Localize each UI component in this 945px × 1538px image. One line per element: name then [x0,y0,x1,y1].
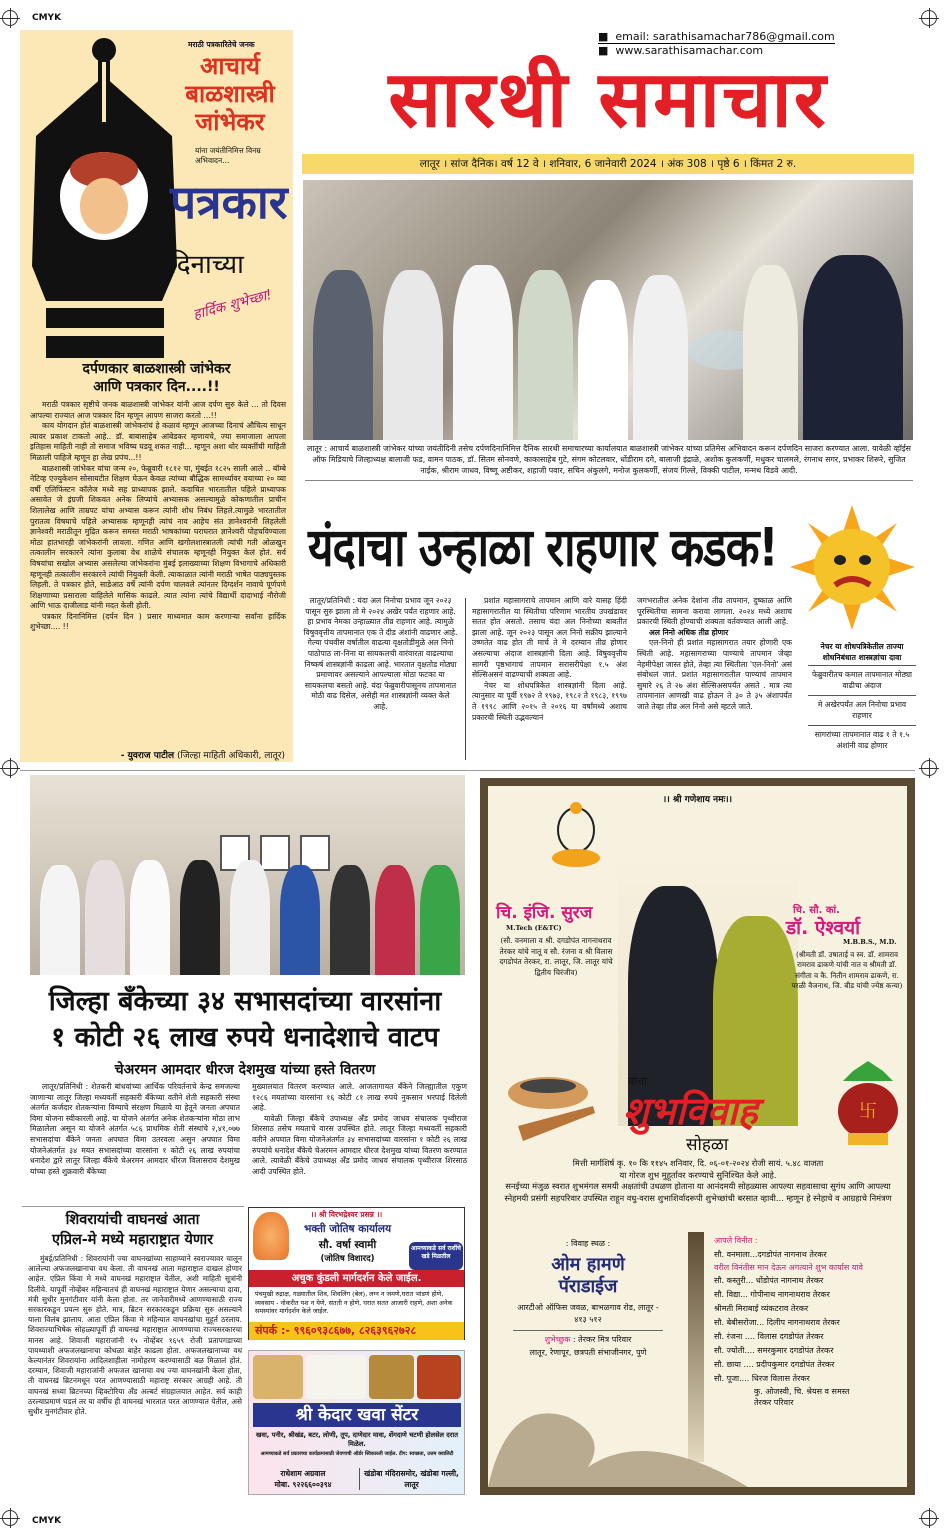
invocation: ।। श्री गणेशाय नमः।। [662,795,733,805]
wedding-details: मित्ती मार्गशिर्ष कृ. १० कि ११४५ शनिवार, दि. ०६-०१-२०२४ रोजी सायं. ५.४८ वाजता या गोरज शुभ मुहूर्तावर करण्याचे सुनिश्चित केले आहे. सनईच्या मंजुळ स्वरात शुभमंगल समयी अक्षतांची उधळण होताना या आनंदमयी सोहळ्यास आपल्या सहवासाचा सुगंध आणि आपल्या स्नेहमयी प्रसंगी सहपरिवार उपस्थित राहून वधु-वरास शुभाशिर्वादरूपी शुभेच्छांची बरसात व्हावी... म्हणून हे स्नेहाचे व आग्रहाचे निमंत्रण [504,1158,892,1203]
dateline: लातूर । सांज दैनिक। वर्ष 12 वे । शनिवार, 6 जानेवारी 2024 । अंक 308 । पृष्ठे 6 । किंमत 2 रु. [302,154,914,174]
tribute-column [20,30,293,762]
shubhechha-text: हार्दिक शुभेच्छा! [191,286,274,324]
wedding-invitation-ad: ।। श्री गणेशाय नमः।। चि. इंजि. सुरज M.Tech (E&TC) (सौ. वनमाला व श्री. दगडोपंत नागनाथराव तेरकर यांचे नातू व सौ. रंजना व श्री विलास दगडोपंत तेरकर, रा. लातूर, जि. लातूर यांचे द्वितीय चिरंजीव) चि. सौ. कां. डॉ. ऐश्वर्या M.B.B.S., M.D. (श्रीमती डॉ. उषाताई व स्व. डॉ. शामराव रामराव ढाकणे यांची नात व श्रीमती डॉ. संगीता व कै. नितीन शामराव ढाकणे, रा. परळी वैजनाथ, जि. बीड यांची ज्येष्ठ कन्या) 卐 यांचा शुभविवाह सोहळा मित्ती मार्गशिर्ष कृ. १० कि ११४५ शनिवार, दि. ०६-०१-२०२४ रोजी सायं. ५.४८ वाजता या गोरज शुभ मुहूर्तावर करण्याचे सुनिश्चित केले आहे. सनईच्या मंजुळ स्वरात शुभमंगल समयी अक्षतांची उधळण होताना या आनंदमयी सोहळ्यास आपल्या सहवासाचा सुगंध आणि आपल्या स्नेहमयी प्रसंगी सहपरिवार उपस्थित राहून वधु-वरास शुभाशिर्वादरूपी शुभेच्छांची बरसात व्हावी... म्हणून हे स्नेहाचे व आग्रहाचे निमंत्रण : विवाह स्थळ : ओम हामणे पॅराडाईज आरटीओ ऑफिस जवळ, बाभळगाव रोड, लातूर - ४१३ ५१२ शुभेच्छुक : तेरकर मित्र परिवार लातूर, रेणापूर, छत्रपती संभाजीनगर, पुणे आपले विनीत : सौ. वनमाला...दगडोपंत नागनाथ तेरकर वरील विनंतीस मान देऊन अगत्याने शुभ कार्यास यावे सौ. कस्तुरी... धोंडोपंत नागनाथ तेरकर सौ. विद्या... गोपीनाथ नागनाथराव तेरकर श्रीमती मिराबाई व्यंकटराव तेरकर सौ. बेबीसरोजा... दिलीप नागनाथराव तेरकर सौ. रंजना .... विलास दगडोपंत तेरकर सौ. ज्योती.... समरकुमार दगडोपंत तेरकर सौ. छाया .... प्रदीपकुमार दगडोपंत तेरकर सौ. पूजा.... धिरज विलास तेरकर कु. ओजस्वी, चि. श्रेयस व समस्त तेरकर परिवार [480,778,915,1495]
author-name: - युवराज पाटील [120,751,175,761]
floral-ornament [488,1357,748,1487]
registration-mark [921,1510,937,1526]
astrology-ad: ।। श्री विरभद्रेश्वर प्रसन्न ।। भक्ती जोतिष कार्यालय सौ. वर्षा स्वामी (जोतिष विशारद) आमच्याकडे सर्व राशींचे खडे मिळतील अचुक कुंडली मार्गदर्शन केले जाईल. पंचमुखी रुद्राक्ष, गळ्यातील शिव, शिवलिंग (बेल), लग्न न जमणे,घरात भांडणं होणे, व्यवसाय - नोकरीत यश न येणे, संतती न होणे, घरात सतत आजारी राहणे, अशा अनेक समस्यांवर मार्गदर्शन केले जाईल. संपर्क :- ९९६०९३८६७७, ८२६३९६२७२८ [248,1207,465,1340]
bride-name: डॉ. ऐश्वर्या [786,917,861,939]
newspaper-title: सारथी समाचार [388,55,828,145]
dinachya-text: दिनाच्या [170,250,244,280]
email[interactable]: email: sarathisamachar786@gmail.com [615,30,835,43]
dairy-ad: श्री केदार खवा सेंटर खवा, पनीर, श्रीखंड, बटर, लोणी, तूप, दाणेदार मावा, शेंगदाणे चटणी होलसेल दरात मिळेल. आमच्याकडे सर्व प्रकारच्या कार्यक्रमासाठी जेवणाची ऑर्डर स्विकारली जाईल. टीप: स्वच्छता, उत्तम क्वालिटी राधेशाम अग्रवाल मोबा. ९२२६६००३९४ खंडोबा मंदिरासमोर, खंडोबा गल्ली, लातूर [248,1350,465,1495]
article-column: लातूर/प्रतिनिधी : शेतकरी बांधवांच्या आर्थिक परिवर्तनाचे केन्द्र समजल्या जाणाऱ्या लातूर जिल्हा मध्यवर्ती सहकारी बँकेच्या वतीने शेती सहकारी संस्था अंतर्गत कर्जदार शेतकऱ्यांना विम्याचे संरक्षण मिळावे या हेतूने जनता अपघात विमा योजना स्वीकारली आहे. या योजने अंतर्गत अनेक शेतकऱ्यांना मोठा लाभ मिळालेला असून या योजने अंतर्गत ५८६ प्राथमिक शेती संस्थांचे २,४१,०७७ सभासदांचा बँकेने जनता अपघात विमा उतरवला असुन अपघात विमा योजनेअंतर्गत ३४ मयत सभासदांच्या वारसांना १ कोटी २६ लाख रुपयांचा धनादेश द्वारे लातूर जिल्हा बँकेचे चेअरमन आमदार धीरज विलासराव देशमुख यांच्या हस्ते शुक्रवारी बँकेच्या [30,1082,240,1176]
contact-numbers: संपर्क :- ९९६०९३८६७७, ८२६३९६२७२८ [249,1322,464,1340]
tribute-greeting: यांना जयंतीनिमित्त विनम्र अभिवादन... [195,146,261,165]
venue-name: पॅराडाईज [558,1276,618,1297]
sun-icon [790,505,915,630]
headline: यंदाचा उन्हाळा राहणार कडक! [308,517,778,579]
ganesha-icon [253,1212,289,1260]
article-column: जगभरातील अनेक देशांना तीव्र तापमान, दुष्काळ आणि पूरस्थितीचा सामना करावा लागला. २०२४ मध्ये अशाच प्रकारची स्थिती होण्याची शक्यता वर्तवण्यात आली आहे. अल निनो अधिक तीव्र होणार एल-निनो ही प्रशांत महासागरात तयार होणारी एक स्थिती आहे. महासागराच्या पाण्याचे तापमान जेव्हा नेहमीपेक्षा जास्त होते, तेव्हा त्या स्थितीला 'एल-निनो' असं संबोधलं जातं. प्रशांत महासागरातील पाण्याचं तापमान सुमारे २६ ते २७ अंश सेल्सिअसपर्यंत असते . मात्र त्या तापमानात आणखी वाढ होऊन ते ३० ते ३५ अंशापर्यंत जाते तेव्हा तीव्र अल निनो असे म्हटले जाते. [637,596,792,711]
svg-text:卐: 卐 [859,1101,877,1122]
headline: जिल्हा बँकेच्या ३४ सभासदांच्या वारसांना [48,986,442,1017]
registration-mark [2,1510,18,1526]
highlights: नेचर या शोधपत्रिकेतील ताज्या शोधनिबंधात शास्त्रज्ञांचा दावा फेब्रुवारीतच कमाल तापमानात मोठ्या वाढीचा अंदाज मे अखेरपर्यंत अल निनोचा प्रभाव राहणार सागरांच्या तापमानात वाढ १ ते १.५ अंशांनी वाढ होणार [808,640,916,755]
author-role: (जिल्हा माहिती अधिकारी, लातूर) [177,751,285,761]
article-title: आणि पत्रकार दिन....!! [93,379,220,395]
groom-name: चि. इंजि. सुरज [496,903,593,923]
tribute-name: आचार्य [200,52,260,80]
event-photo [303,180,913,440]
article-body: मराठी पत्रकार सृष्टीचे जनक बाळशास्त्री जांभेकर यांनी आज दर्पण सुरु केले ... तो दिवस आपल्या राज्यात आज पत्रकार दिन म्हणून आपण साजरा करतो ...!! काय योगदान होतं बाळशास्त्री जांभेकरांचं हे कळावं म्हणून आजच्या दिनाचं औचित्य साधून त्यावर प्रकाश टाकतो आहे.. डॉ. बाबासाहेब आंबेडकर म्हणायचे, ज्या समाजाला आपला इतिहास माहिती नाही तो समाज भविष्य घडवू शकत नाही... म्हणून अशा थोर व्यक्तींची माहिती मिळाली पाहिजे म्हणून हा लेख प्रपंच...!! बाळशास्त्री जांभेकर यांचा जन्म २०, फेब्रुवारी १८१२ चा, मुंबईत १८२५ साली आले .. बॉम्बे नेटिव्ह एज्युकेशन सोसायटीत शिक्षण घेऊन केवळ त्यांच्या बौद्धिक सामर्थ्यावर वयाच्या २० व्या वर्षी एलिफिंस्टन कॉलेज मध्ये सह प्राध्यापक झाले. कदाचित भारतातील पहिले प्राध्यापक असावेत जे इंग्रजी शिकवत अनेक लिप्यांचे अभ्यासक असल्यामुळे कोकणातील प्राचीन शिलालेख आणि ताम्रपट यांचा अभ्यास करून त्यांनी शोध निबंध लिहले.त्यामुळे भारतातील पुरातत्व विषयाचे पहिले अभ्यासक म्हणूनही त्यांचं नाव आहेच संत ज्ञानेश्वरांनी लिहलेली ज्ञानेश्वरी मराठीतून मुद्रित करून समस्त मराठी भाषकांच्या घराघरात ज्ञानेश्वरी पोहचविण्याला मोठा हातभारही जांभेकरांनी लावला. गणित आणि खगोलशास्त्रातली त्यांची गती ओळखुन तत्कालीन सरकारने त्यांना कुलाबा वेध शाळेचे संचालक म्हणूनही नियुक्त केलं होतं. सर्व विषयांचा सखोल अभ्यास असलेल्या जांभेकरांना मुंबई इलाख्याच्या शिक्षण विभागाचे अधिकारी म्हणूनही तत्कालीन सरकारने त्यांची नियुक्ती केली. त्याकाळात त्यांनी मराठी भाषेत पाठ्यपुस्तक लिहली. ते पत्रकार होते, साडेआठ वर्षे त्यांनी दर्पण चालवले त्यांनतर दिग्दर्शन नावाचे पूर्णपणे शिक्षणाच्या प्रसाराला वाहिलेले मासिक काढले. त्यात त्यांना त्यांचे विद्यार्थी दादाभाई नौरोजी आणि भाऊ दाजीलाड यांनी मदत केली होती. पत्रकार दिनानिमित्त (दर्पन दिन ) प्रसार माध्यमात काम करणाऱ्या सर्वांना हार्दिक शुभेच्छा.... !! [30,400,286,632]
bank-event-photo [30,775,465,975]
registration-mark [2,10,18,26]
registration-mark [2,760,18,776]
tribute-kicker: मराठी पत्रकारितेचे जनक [188,40,255,49]
tribute-name: जांभेकर [195,108,265,136]
vinit-list: आपले विनीत : सौ. वनमाला...दगडोपंत नागनाथ तेरकर वरील विनंतीस मान देऊन अगत्याने शुभ कार्यास यावे सौ. कस्तुरी... धोंडोपंत नागनाथ तेरकर सौ. विद्या... गोपीनाथ नागनाथराव तेरकर श्रीमती मिराबाई व्यंकटराव तेरकर सौ. बेबीसरोजा... दिलीप नागनाथराव तेरकर सौ. रंजना .... विलास दगडोपंत तेरकर सौ. ज्योती.... समरकुमार दगडोपंत तेरकर सौ. छाया .... प्रदीपकुमार दगडोपंत तेरकर सौ. पूजा.... धिरज विलास तेरकर कु. ओजस्वी, चि. श्रेयस व समस्त तेरकर परिवार [714,1236,863,1407]
tribute-name: बाळशास्त्री [185,80,275,108]
article-title: शिवरायांची वाघनखं आता [65,1212,200,1228]
kalash-icon [833,1061,903,1151]
article-column: मुख्यालयात वितरण करण्यात आले. आजतागायत बँकेने जिल्ह्यातील एकुण १२८६ मयतांच्या वारसांना १६ कोटी ८१ लाख रुपये नुकसान भरपाई दिलेली आहे. यावेळी जिल्हा बँकेचे उपाध्यक्ष अँड प्रमोद जाधव संचालक पृथ्वीराज शिरसाठ तसेच मयताचे वारस उपस्थित होते. लातूर जिल्हा मध्यवर्ती सहकारी वतीने अपघात विमा योजनेअंतर्गत ३४ सभासदांच्या वारसांना १ कोटी २६ लाख रुपयांचे धनादेश बँकेचे चेअरमन आमदार धीरज देशमुख यांच्या वितरण करण्यात आले. त्यावेळी बँकेचे उपाध्यक्ष अँड प्रमोद जाधव संचालक पृथ्वीराज शिरसाठ आदी उपस्थित होते. [252,1082,467,1176]
subheadline: चेअरमन आमदार धीरज देशमुख यांच्या हस्ते वितरण [114,1062,376,1078]
drum-icon [503,1071,603,1151]
ganesha-icon [546,800,606,870]
photo-caption: लातूर : आचार्य बाळशास्त्री जांभेकर यांच्या जयंतीदिनी तसेच दर्पणदिनानिमित्त दैनिक सारथी समाचारच्या कार्यालयात बाळशास्त्री जांभेकर यांच्या प्रतिमेस अभिवादन करून दर्पणदिन साजरा करण्यात आला. यावेळी व्हॉईस ऑफ मिडियाचे जिल्हाध्यक्ष बालाजी फड, वामन पाठक, डॉ. सितम सोनवणे, काकासाहेब गुटे, संगम कोटलवार, धोंडीराम दगे, बालाजी इंद्राळे, अशोक कुलकर्णी, मधुकर चालमले, रंगनाथ सगर, प्रभाकर शिरूरे, सुजित नाईक, श्रीराम जाधव, विष्णू अष्टीकर, शहाजी पवार, सचिन अंकुलगे, मनोज कुलकर्णी, संजय गिल्ले, विक्की पाटील, मन्मथ विडवे आदी. [305,444,913,481]
article-body: मुंबई/प्रतिनिधी : शिवरायांनी ज्या वाघनखांच्या साहाय्याने स्वराज्यावर चालून आलेल्या अफजलखानाचा वध केला. ती वाघनखं आता महाराष्ट्रात दाखल होणार आहेत. एप्रिल किंवा मे मध्ये वाघनखं महाराष्ट्रात येतील, अशी माहिती सूत्रांनी दिलीये. यापूर्वी नोव्हेंबर महिन्यातचं ही वाघनखं महाराष्ट्रात येणार असल्याचा दावा, मंत्री सुधीर मुनगंटीवार यांनी केला होता. तर जानेवारीमध्ये आणण्यासाठी राज्य सरकारकडून प्रयत्न सुरु होते. मात्र, ब्रिटन सरकारकडून प्रक्रिया सुरु असल्याने याला विलंब झालाय. आता एप्रिल किंवा मे महिन्यात वाघनखांचा मुहूर्त ठरलाय. शिवराज्याभिषेक सोहळ्यापूर्वी ही वाघनखं महाराष्ट्रात आणण्याचा राज्यसरकारचा मानस आहे. शिवाजी महाराजांनी १५ नोव्हेंबर १६५९ रोजी प्रतापगडाच्या पायथ्याशी अफजलखानाचा कोथळा बाहेर काढला होता. अफजलखानाच्या वध केल्यानंतर शिवरायांना आदिलशाहीला नामोहरण करण्यासाठी बळ मिळालं होतं. दरम्यान, शिवाजी महाराजांनी अफजल खानाचा वध ज्या वाघनखांनी केला होता, ती वाघनखं ब्रिटनमधून परत आणण्यासाठी महाराष्ट्र सरकार आग्रही आहे. ती वाघनखं सध्या ब्रिटनच्या व्हिक्टोरिया अँड अल्बर्ट संग्रहालयात आहेत. सर्व काही ठरल्याप्रमाणं घडलं तर या वर्षीच ही वाघनखं भारतात परत आणण्यात येतील, असे सुधीर मुनगंटीवार होते. [28,1254,242,1417]
shubhvivah-title: शुभविवाह [623,1089,758,1133]
article-column: लातूर/प्रतिनिधी : यंदा अल निनोचा प्रभाव जून २०२३ पासून सुरु झाला तो मे २०२४ अखेर पर्यंत राहणार आहे. हा प्रभाव नेमका उन्हाळ्यात तीव्र राहणार आहे. त्यामुळे विषुववृत्तीय तापमानात एक ते दीड अंशांनी वाढणार आहे. गेल्या पंचवीस वर्षातील वाढत्या वृक्षतोडीमुळे अल निनो पाठोपाठ ला-निना या सायकलची वारंवारता वाढल्याचा निष्कर्ष शास्त्रज्ञांनी काढला आहे. भारतात वृक्षतोड मोठ्या प्रमाणावर असल्याने आपल्याला मोठा फटका या सायकलचा बसतो आहे. यंदा फेब्रुवारीपासूनच तापमानात मोठी वाढ दिसेल, असेही मत शास्त्रज्ञांनी व्यक्त केले आहे. [303,596,458,711]
article-column: प्रशांत महासागराचे तापमान आणि वारे यासह हिंदी महासागरातील या स्थितीचा परिणाम भारतीय उपखंडावर सतत होत असतो. तसाच यंदा अल निनोच्या बाबतीत झाला आहे. जून २०२३ पासून अल निनो सक्रीय झाल्याने उष्णतेत वाढ होत ती मार्च ते मे दरम्यान तीव्र होणार असल्याचा अंदाज शास्त्रज्ञांनी दिला आहे. विषुववृत्तीय सागरी पृष्ठभागाचं तापमान सरासरीपेक्षा १.५ अंश सेल्सिअसनं वाढण्याची शक्यता आहे. नेचर या शोधपत्रिकेत शास्त्रज्ञांनी दिला आहे. त्यानुसार या पूर्वी १९७२ ते १९७३, १९८२ ते १९८३, १९९७ ते १९९८ आणि २०१५ ते २०१६ या वर्षांमध्ये अशाच प्रकारची स्थिती उद्भवल्यानं [472,596,627,722]
contact-info: ■ email: sarathisamachar786@gmail.com ■ www.sarathisamachar.com [598,30,835,57]
cmyk-label: CMYK [32,13,62,23]
patrakar-text: पत्रकार [170,175,288,229]
registration-mark [921,760,937,776]
cmyk-label: CMYK [32,1516,62,1526]
shop-name: श्री केदार खवा सेंटर [253,1403,461,1427]
headline: १ कोटी २६ लाख रुपये धनादेशाचे वाटप [51,1022,439,1053]
registration-mark [921,10,937,26]
website-link[interactable]: www.sarathisamachar.com [615,44,764,57]
article-title: एप्रिल-मे मध्ये महाराष्ट्रात येणार [51,1232,214,1248]
venue-name: ओम हामणे [551,1254,625,1275]
article-title: दर्पणकार बाळशास्त्री जांभेकर [82,361,231,377]
